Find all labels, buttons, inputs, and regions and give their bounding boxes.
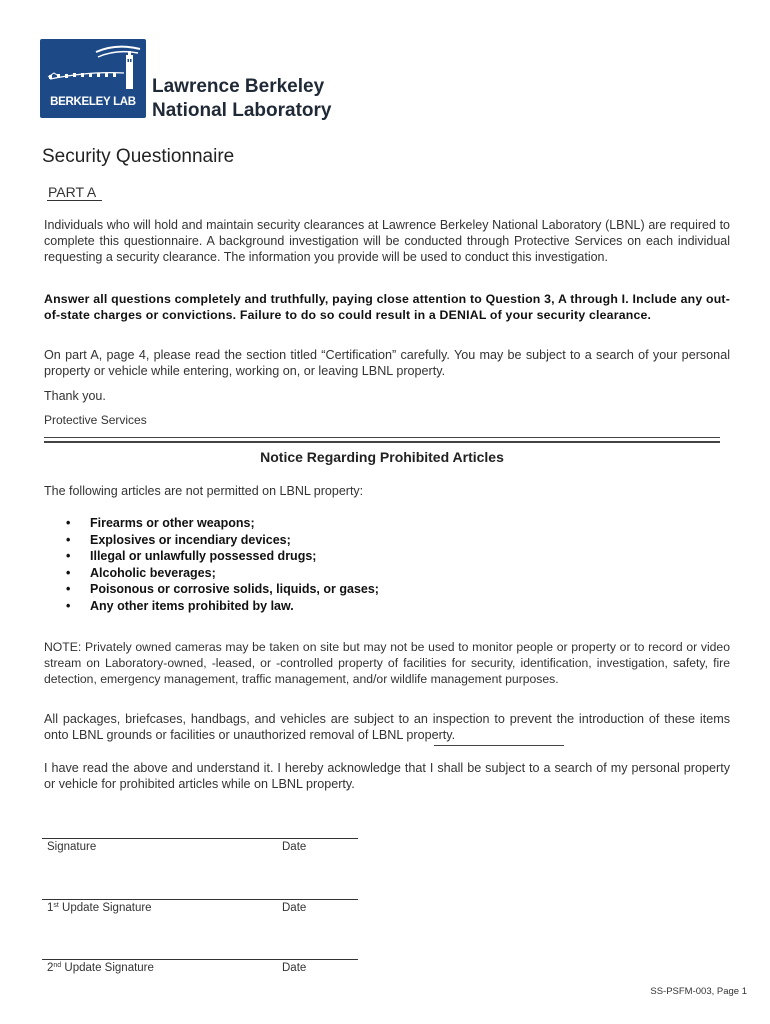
- date-label: Date: [282, 902, 307, 914]
- prohibited-articles-list: [60, 515, 379, 614]
- notice-intro: The following articles are not permitted on LBNL property:: [44, 484, 364, 498]
- org-line-1: Lawrence Berkeley: [152, 76, 325, 97]
- first-update-signature-line[interactable]: [42, 899, 358, 900]
- list-item: • Illegal or unlawfully possessed drugs;: [60, 548, 379, 565]
- ordinal-number: 2: [47, 962, 54, 974]
- date-label: Date: [282, 841, 307, 853]
- list-item: • Alcoholic beverages;: [60, 565, 379, 582]
- notice-title: Notice Regarding Prohibited Articles: [260, 449, 504, 465]
- first-update-signature-label: [47, 902, 152, 914]
- signature-line[interactable]: [42, 838, 358, 839]
- intro-paragraph: Individuals who will hold and maintain security clearances at Lawrence Berkeley National Laboratory (LBNL) are required to complete this questionnaire. A background investigation will be conducted through Protective Services on each individual requesting a security clearance. The information you provide will be used to conduct this investigation.: [44, 218, 730, 265]
- date-label: Date: [282, 962, 307, 974]
- section-divider-bottom: [44, 441, 720, 443]
- certification-paragraph: On part A, page 4, please read the section titled “Certification” carefully. You may be subject to a search of your personal property or vehicle while entering, working on, or leaving LBNL property.: [44, 348, 730, 379]
- signoff-text: Protective Services: [44, 413, 147, 427]
- instruction-paragraph: Answer all questions completely and truthfully, paying close attention to Question 3, A through I. Include any out-of-state charges or convictions. Failure to do so could result in a DENIAL of your security clearance.: [44, 292, 730, 323]
- part-label: PART A: [47, 184, 102, 201]
- section-divider-top: [44, 437, 720, 438]
- organization-name: [152, 75, 331, 123]
- page-footer: SS-PSFM-003, Page 1: [650, 986, 747, 997]
- second-update-signature-line[interactable]: [42, 959, 358, 960]
- org-line-2: National Laboratory: [152, 100, 332, 121]
- logo-wordmark: BERKELEY LAB: [50, 96, 136, 108]
- ordinal-suffix: st: [53, 902, 59, 909]
- ordinal-number: 1: [47, 902, 54, 914]
- document-title: Security Questionnaire: [42, 146, 235, 167]
- berkeley-lab-logo: [40, 39, 146, 118]
- inspection-underline: [434, 745, 564, 746]
- second-update-signature-label: [47, 962, 154, 974]
- camera-note: NOTE: Privately owned cameras may be taken on site but may not be used to monitor people or property or to record or video stream on Laboratory-owned, -leased, or -controlled property of facilities for security, identification, investigation, safety, fire detection, emergency management, traffic management, and/or wildlife management purposes.: [44, 640, 730, 687]
- signature-label: Signature: [47, 841, 97, 853]
- thank-you-text: Thank you.: [44, 389, 106, 403]
- list-item: • Any other items prohibited by law.: [60, 598, 379, 615]
- ordinal-suffix: nd: [53, 962, 62, 969]
- inspection-paragraph: All packages, briefcases, handbags, and vehicles are subject to an inspection to prevent the introduction of these items onto LBNL grounds or facilities or unauthorized removal of LBNL property.: [44, 712, 730, 743]
- update-signature-text: Update Signature: [61, 962, 154, 974]
- acknowledgement-paragraph: I have read the above and understand it. I hereby acknowledge that I shall be subject to a search of my personal property or vehicle for prohibited articles while on LBNL property.: [44, 761, 730, 792]
- list-item: • Explosives or incendiary devices;: [60, 532, 379, 549]
- list-item: • Poisonous or corrosive solids, liquids, or gases;: [60, 581, 379, 598]
- list-item: • Firearms or other weapons;: [60, 515, 379, 532]
- update-signature-text: Update Signature: [58, 902, 152, 914]
